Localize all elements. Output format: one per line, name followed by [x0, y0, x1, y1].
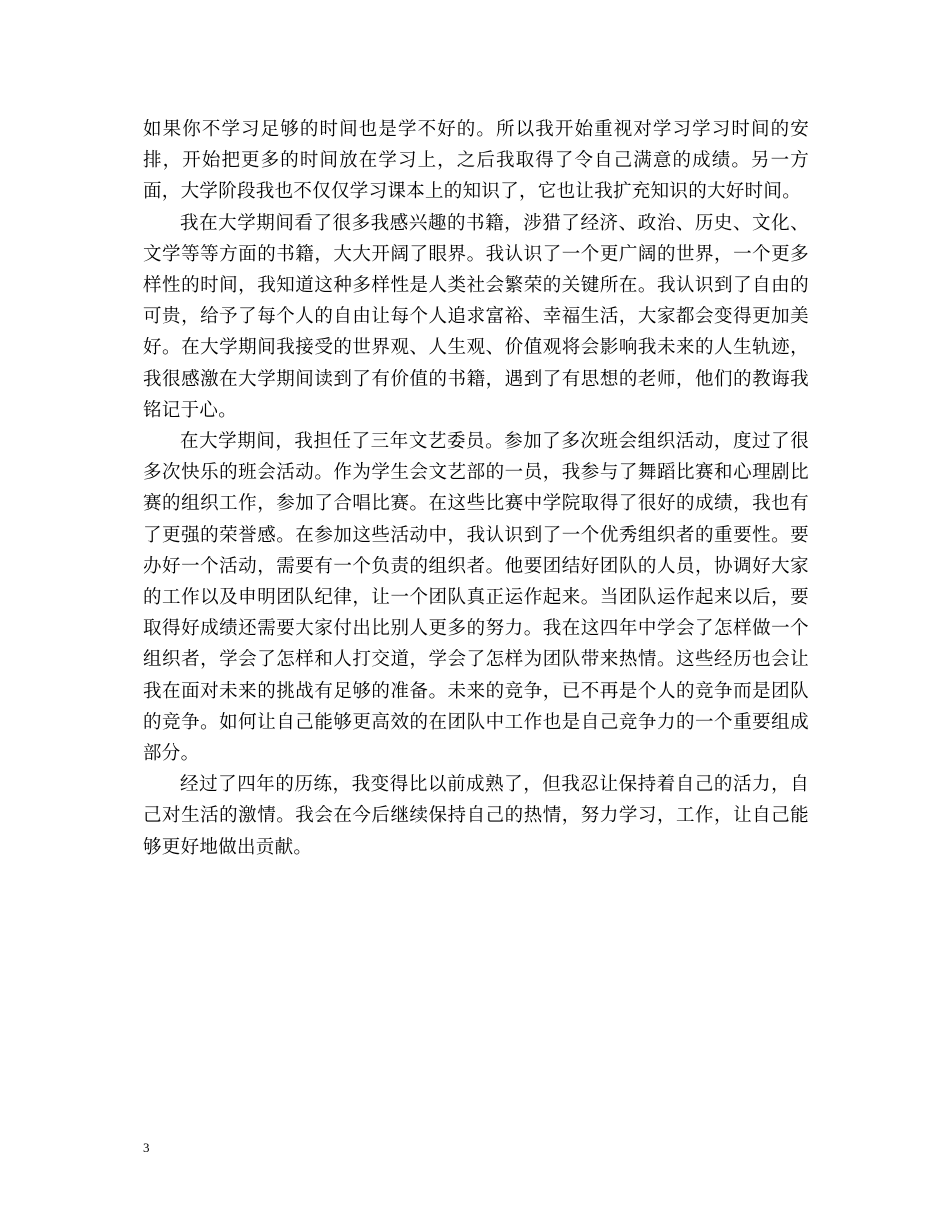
- paragraph-1: 如果你不学习足够的时间也是学不好的。所以我开始重视对学习学习时间的安排，开始把更多的时间放在学习上，之后我取得了令自己满意的成绩。另一方面，大学阶段我也不仅仅学习课本上的知识了，它也让我扩充知识的大好时间。: [143, 119, 809, 203]
- body-text: [143, 114, 809, 863]
- paragraph-2: 我在大学期间看了很多我感兴趣的书籍，涉猎了经济、政治、历史、文化、文学等等方面的书籍，大大开阔了眼界。我认识了一个更广阔的世界，一个更多样性的时间，我知道这种多样性是人类社会繁荣的关键所在。我认识到了自由的可贵，给予了每个人的自由让每个人追求富裕、幸福生活，大家都会变得更加美好。在大学期间我接受的世界观、人生观、价值观将会影响我未来的人生轨迹，我很感激在大学期间读到了有价值的书籍，遇到了有思想的老师，他们的教诲我铭记于心。: [143, 212, 809, 421]
- page-number: 3: [143, 1140, 150, 1155]
- paragraph-4: 经过了四年的历练，我变得比以前成熟了，但我忍让保持着自己的活力，自己对生活的激情。我会在今后继续保持自己的热情，努力学习，工作，让自己能够更好地做出贡献。: [143, 774, 809, 858]
- paragraph-3: 在大学期间，我担任了三年文艺委员。参加了多次班会组织活动，度过了很多次快乐的班会活动。作为学生会文艺部的一员，我参与了舞蹈比赛和心理剧比赛的组织工作，参加了合唱比赛。在这些比赛中学院取得了很好的成绩，我也有了更强的荣誉感。在参加这些活动中，我认识到了一个优秀组织者的重要性。要办好一个活动，需要有一个负责的组织者。他要团结好团队的人员，协调好大家的工作以及申明团队纪律，让一个团队真正运作起来。当团队运作起来以后，要取得好成绩还需要大家付出比别人更多的努力。我在这四年中学会了怎样做一个组织者，学会了怎样和人打交道，学会了怎样为团队带来热情。这些经历也会让我在面对未来的挑战有足够的准备。未来的竞争，已不再是个人的竞争而是团队的竞争。如何让自己能够更高效的在团队中工作也是自己竞争力的一个重要组成部分。: [143, 431, 809, 765]
